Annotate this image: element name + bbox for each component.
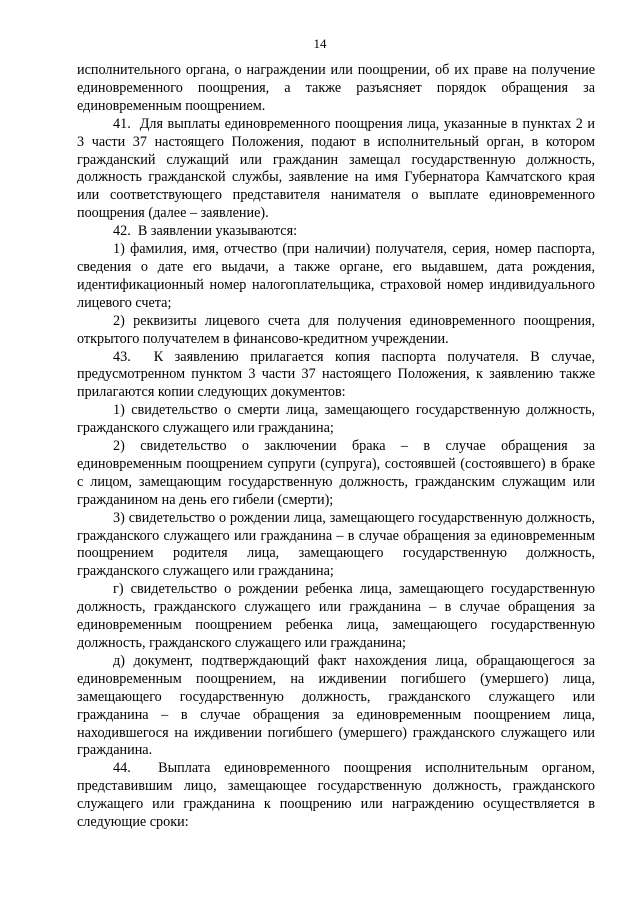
paragraph-43-item-1: 1) свидетельство о смерти лица, замещающего государственную должность, гражданского служащего или гражданина; bbox=[77, 402, 595, 437]
paragraph-continuation: исполнительного органа, о награждении или поощрении, об их праве на получение единовременного поощрения, а также разъясняет порядок обращения за единовременным поощрением. bbox=[77, 62, 595, 114]
paragraph-42-item-2: 2) реквизиты лицевого счета для получения единовременного поощрения, открытого получателем в финансово-кредитном учреждении. bbox=[77, 312, 595, 347]
paragraph-43-item-d: д) документ, подтверждающий факт нахождения лица, обращающегося за единовременным поощрением, на иждивении погибшего (умершего) лица, замещающего государственную должность, гражданского служащего или гражданина – в случае обращения за единовременным поощрением лица, находившегося на иждивении погибшего (умершего) гражданского служащего или гражданина. bbox=[77, 652, 595, 759]
paragraph-43-item-3: 3) свидетельство о рождении лица, замещающего государственную должность, гражданского служащего или гражданина – в случае обращения за единовременным поощрением родителя лица, замещающего государственную должность, гражданского служащего или гражданина; bbox=[77, 509, 595, 580]
paragraph-42-item-1: 1) фамилия, имя, отчество (при наличии) получателя, серия, номер паспорта, сведения о дате его выдачи, а также органе, его выдавшем, дата рождения, идентификационный номер налогоплательщика, страховой номер индивидуального лицевого счета; bbox=[77, 241, 595, 311]
paragraph-43-item-g: г) свидетельство о рождении ребенка лица, замещающего государственную должность, гражданского служащего или гражданина – в случае обращения за единовременным поощрением ребенка лица, замещающего государственную должность, гражданского служащего или гражданина; bbox=[77, 581, 595, 651]
paragraph-42: 42. В заявлении указываются: bbox=[113, 223, 298, 240]
paragraph-43: 43. К заявлению прилагается копия паспорта получателя. В случае, предусмотренном пунктом 3 части 37 настоящего Положения, к заявлению также прилагаются копии следующих документов: bbox=[77, 348, 595, 401]
paragraph-43-item-2: 2) свидетельство о заключении брака – в случае обращения за единовременным поощрением супруги (супруга), состоявшей (состоявшего) в браке с лицом, замещающим государственную должность, гражданским служащим или гражданином на день его гибели (смерти); bbox=[77, 438, 595, 508]
paragraph-44: 44. Выплата единовременного поощрения исполнительным органом, представившим лицо, замещающее государственную должность, гражданского служащего или гражданина к поощрению или награждению осуществляется в следующие сроки: bbox=[77, 760, 595, 831]
paragraph-41: 41. Для выплаты единовременного поощрения лица, указанные в пунктах 2 и 3 части 37 настоящего Положения, подают в исполнительный орган, в котором гражданский служащий или гражданин замещал государственную должность, должность гражданской службы, заявление на имя Губернатора Камчатского края или соответствующего представителя нанимателя о выплате единовременного поощрения (далее – заявление). bbox=[77, 115, 595, 222]
page-number: 14 bbox=[313, 36, 327, 51]
document-body bbox=[77, 62, 595, 832]
